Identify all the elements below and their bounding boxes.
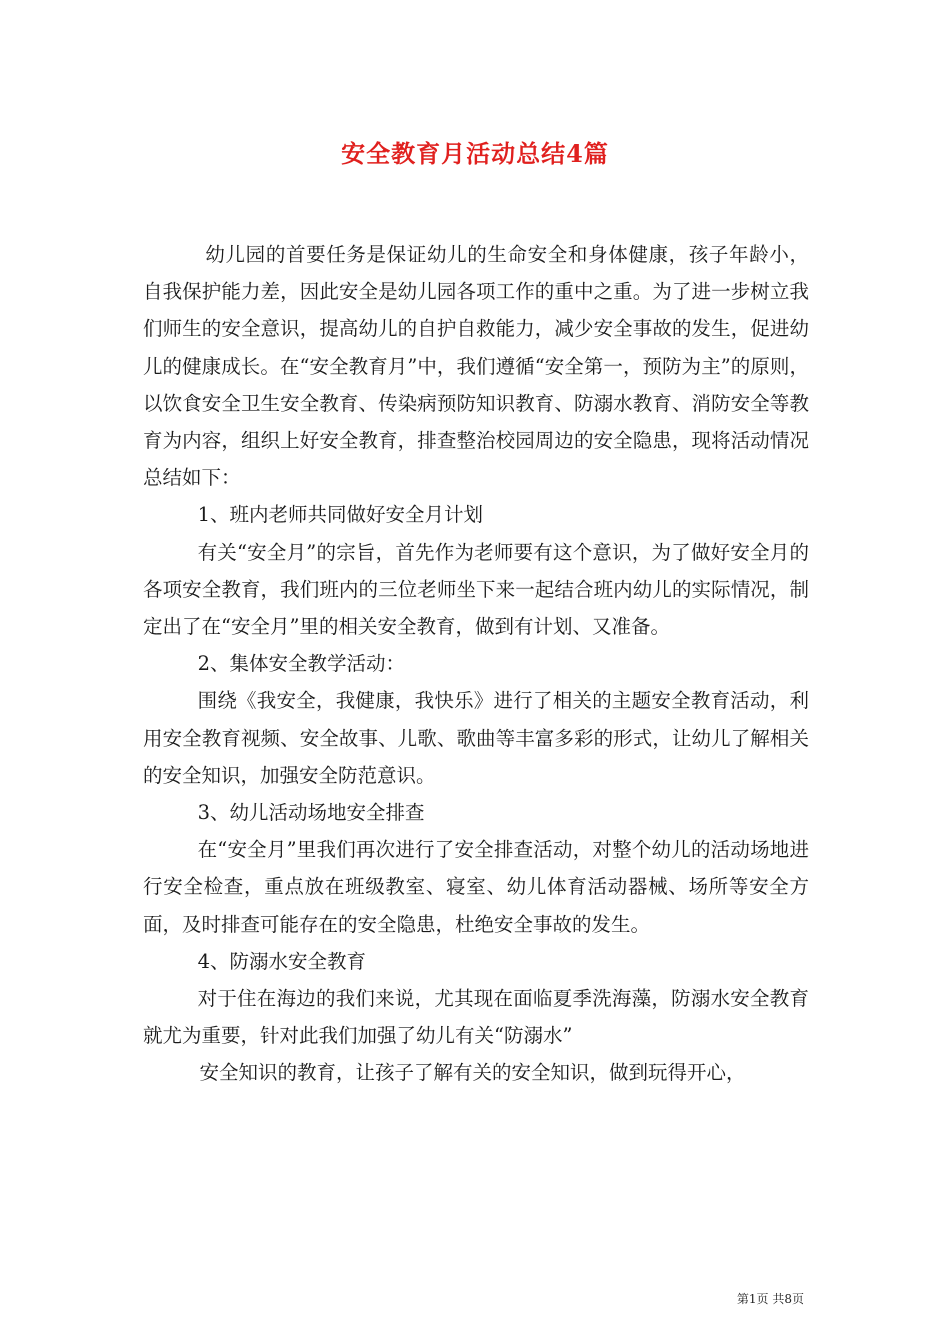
intro-paragraph: 幼儿园的首要任务是保证幼儿的生命安全和身体健康，孩子年龄小，自我保护能力差，因此安全是幼儿园各项工作的重中之重。为了进一步树立我们师生的安全意识，提高幼儿的自护自救能力，减少安全事故的发生，促进幼儿的健康成长。在“安全教育月”中，我们遵循“安全第一，预防为主”的原则，以饮食安全卫生安全教育、传染病预防知识教育、防溺水教育、消防安全等教育为内容，组织上好安全教育，排查整治校园周边的安全隐患，现将活动情况总结如下： <box>143 243 809 490</box>
section-paragraph-1: 有关“安全月”的宗旨，首先作为老师要有这个意识，为了做好安全月的各项安全教育，我们班内的三位老师坐下来一起结合班内幼儿的实际情况，制定出了在“安全月”里的相关安全教育，做到有计划、又准备。 <box>143 540 809 639</box>
continuation-paragraph: 安全知识的教育，让孩子了解有关的安全知识，做到玩得开心， <box>199 1061 746 1085</box>
section-paragraph-3: 在“安全月”里我们再次进行了安全排查活动，对整个幼儿的活动场地进行安全检查，重点放在班级教室、寝室、幼儿体育活动器械、场所等安全方面，及时排查可能存在的安全隐患，杜绝安全事故的发生。 <box>143 838 809 936</box>
section-paragraph-4: 对于住在海边的我们来说，尤其现在面临夏季洗海藻，防溺水安全教育就尤为重要，针对此我们加强了幼儿有关“防溺水” <box>143 987 809 1048</box>
page-number-footer: 第1页 共8页 <box>736 1292 804 1306</box>
document-body <box>143 236 809 1092</box>
section-heading-1: 1、班内老师共同做好安全月计划 <box>197 503 484 527</box>
page-title: 安全教育月活动总结4篇 <box>341 139 609 168</box>
section-heading-3: 3、幼儿活动场地安全排查 <box>197 801 425 825</box>
section-paragraph-2: 围绕《我安全，我健康，我快乐》进行了相关的主题安全教育活动，利用安全教育视频、安全故事、儿歌、歌曲等丰富多彩的形式，让幼儿了解相关的安全知识，加强安全防范意识。 <box>143 689 809 787</box>
section-heading-2: 2、集体安全教学活动： <box>197 652 406 676</box>
section-heading-4: 4、防溺水安全教育 <box>197 949 367 973</box>
